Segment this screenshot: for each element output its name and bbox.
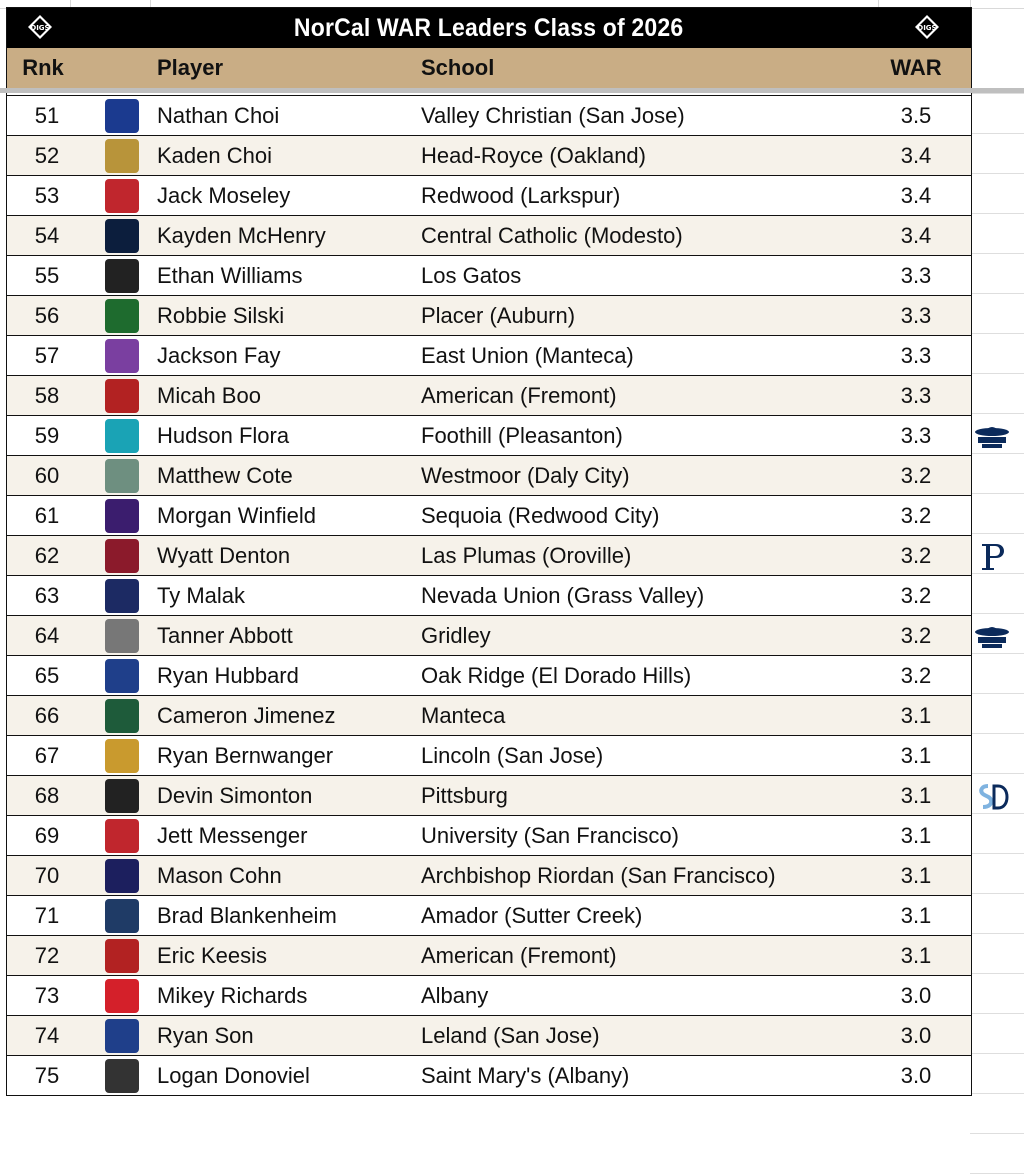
player-name: Micah Boo xyxy=(157,382,261,408)
rank-cell: 67 xyxy=(34,742,60,768)
school-name: Albany xyxy=(421,982,489,1008)
table-row xyxy=(7,496,971,536)
las-plumas-logo-icon xyxy=(105,539,139,573)
nevada-union-logo-icon xyxy=(105,579,139,613)
pepperdine-logo-icon xyxy=(974,542,1010,570)
war-value: 3.2 xyxy=(900,502,932,528)
table-row xyxy=(7,96,971,136)
logo-cell xyxy=(87,459,157,493)
valley-christian-logo-icon xyxy=(105,99,139,133)
logo-cell xyxy=(87,699,157,733)
school-name: Redwood (Larkspur) xyxy=(421,182,621,208)
table-body xyxy=(7,96,971,1096)
player-name: Ethan Williams xyxy=(157,262,303,288)
logo-cell xyxy=(87,899,157,933)
war-value: 3.4 xyxy=(900,182,932,208)
logo-cell xyxy=(87,819,157,853)
grid-line xyxy=(970,1093,1024,1094)
table-row xyxy=(7,976,971,1016)
header-school: School xyxy=(421,55,495,80)
riordan-logo-icon xyxy=(105,859,139,893)
player-name: Mikey Richards xyxy=(157,982,308,1008)
school-name: Central Catholic (Modesto) xyxy=(421,222,683,248)
sequoia-raven-logo-icon xyxy=(105,499,139,533)
table-row xyxy=(7,696,971,736)
logo-cell xyxy=(87,539,157,573)
head-royce-logo-icon xyxy=(105,139,139,173)
rank-cell: 63 xyxy=(34,582,60,608)
table-row xyxy=(7,616,971,656)
logo-cell xyxy=(87,1059,157,1093)
war-value: 3.3 xyxy=(900,422,932,448)
rank-cell: 75 xyxy=(34,1062,60,1088)
table-row xyxy=(7,736,971,776)
table-row xyxy=(7,216,971,256)
table-row xyxy=(7,416,971,456)
school-name: East Union (Manteca) xyxy=(421,342,634,368)
grid-line xyxy=(970,293,1024,294)
grid-line xyxy=(970,533,1024,534)
rank-cell: 59 xyxy=(34,422,60,448)
oak-ridge-logo-icon xyxy=(105,659,139,693)
school-name: Nevada Union (Grass Valley) xyxy=(421,582,705,608)
american-eagle-logo-icon xyxy=(105,379,139,413)
grid-line xyxy=(970,333,1024,334)
school-name: Oak Ridge (El Dorado Hills) xyxy=(421,662,692,688)
player-name: Kayden McHenry xyxy=(157,222,326,248)
rank-cell: 62 xyxy=(34,542,60,568)
rank-cell: 64 xyxy=(34,622,60,648)
player-name: Jackson Fay xyxy=(157,342,281,368)
header-player: Player xyxy=(157,55,224,80)
war-value: 3.1 xyxy=(900,942,932,968)
rank-cell: 61 xyxy=(34,502,60,528)
school-name: Foothill (Pleasanton) xyxy=(421,422,623,448)
table-row xyxy=(7,296,971,336)
logo-cell xyxy=(87,659,157,693)
manteca-logo-icon xyxy=(105,699,139,733)
logo-cell xyxy=(87,859,157,893)
saint-marys-panther-logo-icon xyxy=(105,1059,139,1093)
page-title: NorCal WAR Leaders Class of 2026 xyxy=(294,13,684,42)
school-name: Valley Christian (San Jose) xyxy=(421,102,685,128)
header-rank: Rnk xyxy=(22,55,64,80)
table-row xyxy=(7,376,971,416)
grid-line xyxy=(970,853,1024,854)
grid-line xyxy=(970,413,1024,414)
albany-cougar-logo-icon xyxy=(105,979,139,1013)
logo-cell xyxy=(87,99,157,133)
grid-line xyxy=(970,813,1024,814)
rank-cell: 53 xyxy=(34,182,60,208)
player-name: Tanner Abbott xyxy=(157,622,293,648)
school-name: Los Gatos xyxy=(421,262,522,288)
table-title-bar xyxy=(7,8,971,48)
player-name: Kaden Choi xyxy=(157,142,272,168)
war-value: 3.3 xyxy=(900,262,932,288)
school-name: Placer (Auburn) xyxy=(421,302,576,328)
war-value: 3.2 xyxy=(900,582,932,608)
rank-cell: 65 xyxy=(34,662,60,688)
school-name: Amador (Sutter Creek) xyxy=(421,902,643,928)
war-value: 3.0 xyxy=(900,982,932,1008)
table-row xyxy=(7,856,971,896)
logo-cell xyxy=(87,499,157,533)
rank-cell: 52 xyxy=(34,142,60,168)
war-value: 3.1 xyxy=(900,862,932,888)
logo-cell xyxy=(87,779,157,813)
grid-line xyxy=(970,173,1024,174)
player-name: Nathan Choi xyxy=(157,102,280,128)
war-value: 3.1 xyxy=(900,822,932,848)
logo-cell xyxy=(87,419,157,453)
grid-line xyxy=(970,253,1024,254)
placer-logo-icon xyxy=(105,299,139,333)
table-row xyxy=(7,176,971,216)
grid-line xyxy=(970,1053,1024,1054)
table-row xyxy=(7,536,971,576)
war-value: 3.1 xyxy=(900,902,932,928)
rank-cell: 58 xyxy=(34,382,60,408)
war-value: 3.2 xyxy=(900,662,932,688)
player-name: Ryan Son xyxy=(157,1022,254,1048)
grid-line xyxy=(970,373,1024,374)
logo-cell xyxy=(87,339,157,373)
rank-cell: 51 xyxy=(34,102,60,128)
war-leaders-table xyxy=(6,7,972,1096)
svg-text:DIGS: DIGS xyxy=(917,24,937,32)
rank-cell: 55 xyxy=(34,262,60,288)
school-name: Head-Royce (Oakland) xyxy=(421,142,646,168)
digs-logo-icon xyxy=(27,14,53,40)
westmoor-ram-logo-icon xyxy=(105,459,139,493)
war-value: 3.2 xyxy=(900,462,932,488)
logo-cell xyxy=(87,979,157,1013)
central-catholic-logo-icon xyxy=(105,219,139,253)
war-value: 3.1 xyxy=(900,702,932,728)
ucsb-gaucho-logo-icon xyxy=(974,622,1010,650)
grid-line xyxy=(970,933,1024,934)
grid-line xyxy=(970,1013,1024,1014)
war-value: 3.4 xyxy=(900,142,932,168)
logo-cell xyxy=(87,379,157,413)
grid-line xyxy=(970,893,1024,894)
player-name: Wyatt Denton xyxy=(157,542,291,568)
player-name: Devin Simonton xyxy=(157,782,313,808)
logo-cell xyxy=(87,219,157,253)
rank-cell: 74 xyxy=(34,1022,60,1048)
school-name: Saint Mary's (Albany) xyxy=(421,1062,630,1088)
rank-cell: 57 xyxy=(34,342,60,368)
amador-logo-icon xyxy=(105,899,139,933)
war-value: 3.0 xyxy=(900,1062,932,1088)
frozen-pane-divider[interactable] xyxy=(0,88,1024,93)
logo-cell xyxy=(87,179,157,213)
rank-cell: 72 xyxy=(34,942,60,968)
table-row xyxy=(7,456,971,496)
table-row xyxy=(7,656,971,696)
american-eagle-logo-icon xyxy=(105,939,139,973)
player-name: Ty Malak xyxy=(157,582,246,608)
school-name: University (San Francisco) xyxy=(421,822,679,848)
table-row xyxy=(7,776,971,816)
rank-cell: 60 xyxy=(34,462,60,488)
grid-line xyxy=(970,973,1024,974)
war-value: 3.2 xyxy=(900,622,932,648)
table-row xyxy=(7,936,971,976)
grid-line xyxy=(970,653,1024,654)
logo-cell xyxy=(87,1019,157,1053)
school-name: American (Fremont) xyxy=(421,382,617,408)
rank-cell: 54 xyxy=(34,222,60,248)
table-row xyxy=(7,336,971,376)
gridley-bulldog-logo-icon xyxy=(105,619,139,653)
logo-cell xyxy=(87,299,157,333)
lincoln-lion-logo-icon xyxy=(105,739,139,773)
ucsb-gaucho-logo-icon xyxy=(974,422,1010,450)
rank-cell: 70 xyxy=(34,862,60,888)
school-name: Gridley xyxy=(421,622,491,648)
table-row xyxy=(7,816,971,856)
war-value: 3.3 xyxy=(900,302,932,328)
rank-cell: 73 xyxy=(34,982,60,1008)
player-name: Brad Blankenheim xyxy=(157,902,337,928)
svg-text:DIGS: DIGS xyxy=(30,24,50,32)
los-gatos-cats-logo-icon xyxy=(105,259,139,293)
school-name: Las Plumas (Oroville) xyxy=(421,542,632,568)
player-name: Jett Messenger xyxy=(157,822,308,848)
player-name: Ryan Hubbard xyxy=(157,662,299,688)
grid-line xyxy=(970,733,1024,734)
foothill-falcon-logo-icon xyxy=(105,419,139,453)
player-name: Robbie Silski xyxy=(157,302,285,328)
redwood-logo-icon xyxy=(105,179,139,213)
war-value: 3.3 xyxy=(900,382,932,408)
school-name: American (Fremont) xyxy=(421,942,617,968)
school-name: Archbishop Riordan (San Francisco) xyxy=(421,862,776,888)
school-name: Manteca xyxy=(421,702,506,728)
war-value: 3.1 xyxy=(900,742,932,768)
grid-line xyxy=(970,453,1024,454)
war-value: 3.1 xyxy=(900,782,932,808)
table-row xyxy=(7,1016,971,1056)
player-name: Hudson Flora xyxy=(157,422,290,448)
player-name: Logan Donoviel xyxy=(157,1062,310,1088)
table-row xyxy=(7,1056,971,1096)
san-diego-logo-icon xyxy=(974,782,1010,810)
school-name: Westmoor (Daly City) xyxy=(421,462,630,488)
university-logo-icon xyxy=(105,819,139,853)
player-name: Ryan Bernwanger xyxy=(157,742,334,768)
leland-logo-icon xyxy=(105,1019,139,1053)
table-row xyxy=(7,896,971,936)
rank-cell: 69 xyxy=(34,822,60,848)
player-name: Cameron Jimenez xyxy=(157,702,336,728)
logo-cell xyxy=(87,579,157,613)
logo-cell xyxy=(87,939,157,973)
rank-cell: 68 xyxy=(34,782,60,808)
rank-cell: 56 xyxy=(34,302,60,328)
rank-cell: 66 xyxy=(34,702,60,728)
digs-logo-icon xyxy=(914,14,940,40)
table-row xyxy=(7,256,971,296)
player-name: Mason Cohn xyxy=(157,862,282,888)
school-name: Pittsburg xyxy=(421,782,508,808)
player-name: Morgan Winfield xyxy=(157,502,316,528)
grid-line xyxy=(970,133,1024,134)
logo-cell xyxy=(87,739,157,773)
table-row xyxy=(7,136,971,176)
grid-line xyxy=(970,1133,1024,1134)
grid-line xyxy=(970,693,1024,694)
grid-line xyxy=(970,613,1024,614)
school-name: Lincoln (San Jose) xyxy=(421,742,604,768)
grid-line xyxy=(970,773,1024,774)
grid-line xyxy=(970,213,1024,214)
east-union-logo-icon xyxy=(105,339,139,373)
war-value: 3.4 xyxy=(900,222,932,248)
grid-line xyxy=(970,493,1024,494)
grid-line xyxy=(970,573,1024,574)
logo-cell xyxy=(87,259,157,293)
war-value: 3.3 xyxy=(900,342,932,368)
table-row xyxy=(7,576,971,616)
player-name: Jack Moseley xyxy=(157,182,291,208)
column-header-row xyxy=(7,48,971,89)
pittsburg-pirate-logo-icon xyxy=(105,779,139,813)
player-name: Matthew Cote xyxy=(157,462,293,488)
war-value: 3.5 xyxy=(900,102,932,128)
grid-line xyxy=(970,93,1024,94)
war-value: 3.0 xyxy=(900,1022,932,1048)
logo-cell xyxy=(87,139,157,173)
rank-cell: 71 xyxy=(34,902,60,928)
player-name: Eric Keesis xyxy=(157,942,268,968)
war-value: 3.2 xyxy=(900,542,932,568)
header-war: WAR xyxy=(890,55,942,80)
school-name: Leland (San Jose) xyxy=(421,1022,600,1048)
school-name: Sequoia (Redwood City) xyxy=(421,502,660,528)
logo-cell xyxy=(87,619,157,653)
